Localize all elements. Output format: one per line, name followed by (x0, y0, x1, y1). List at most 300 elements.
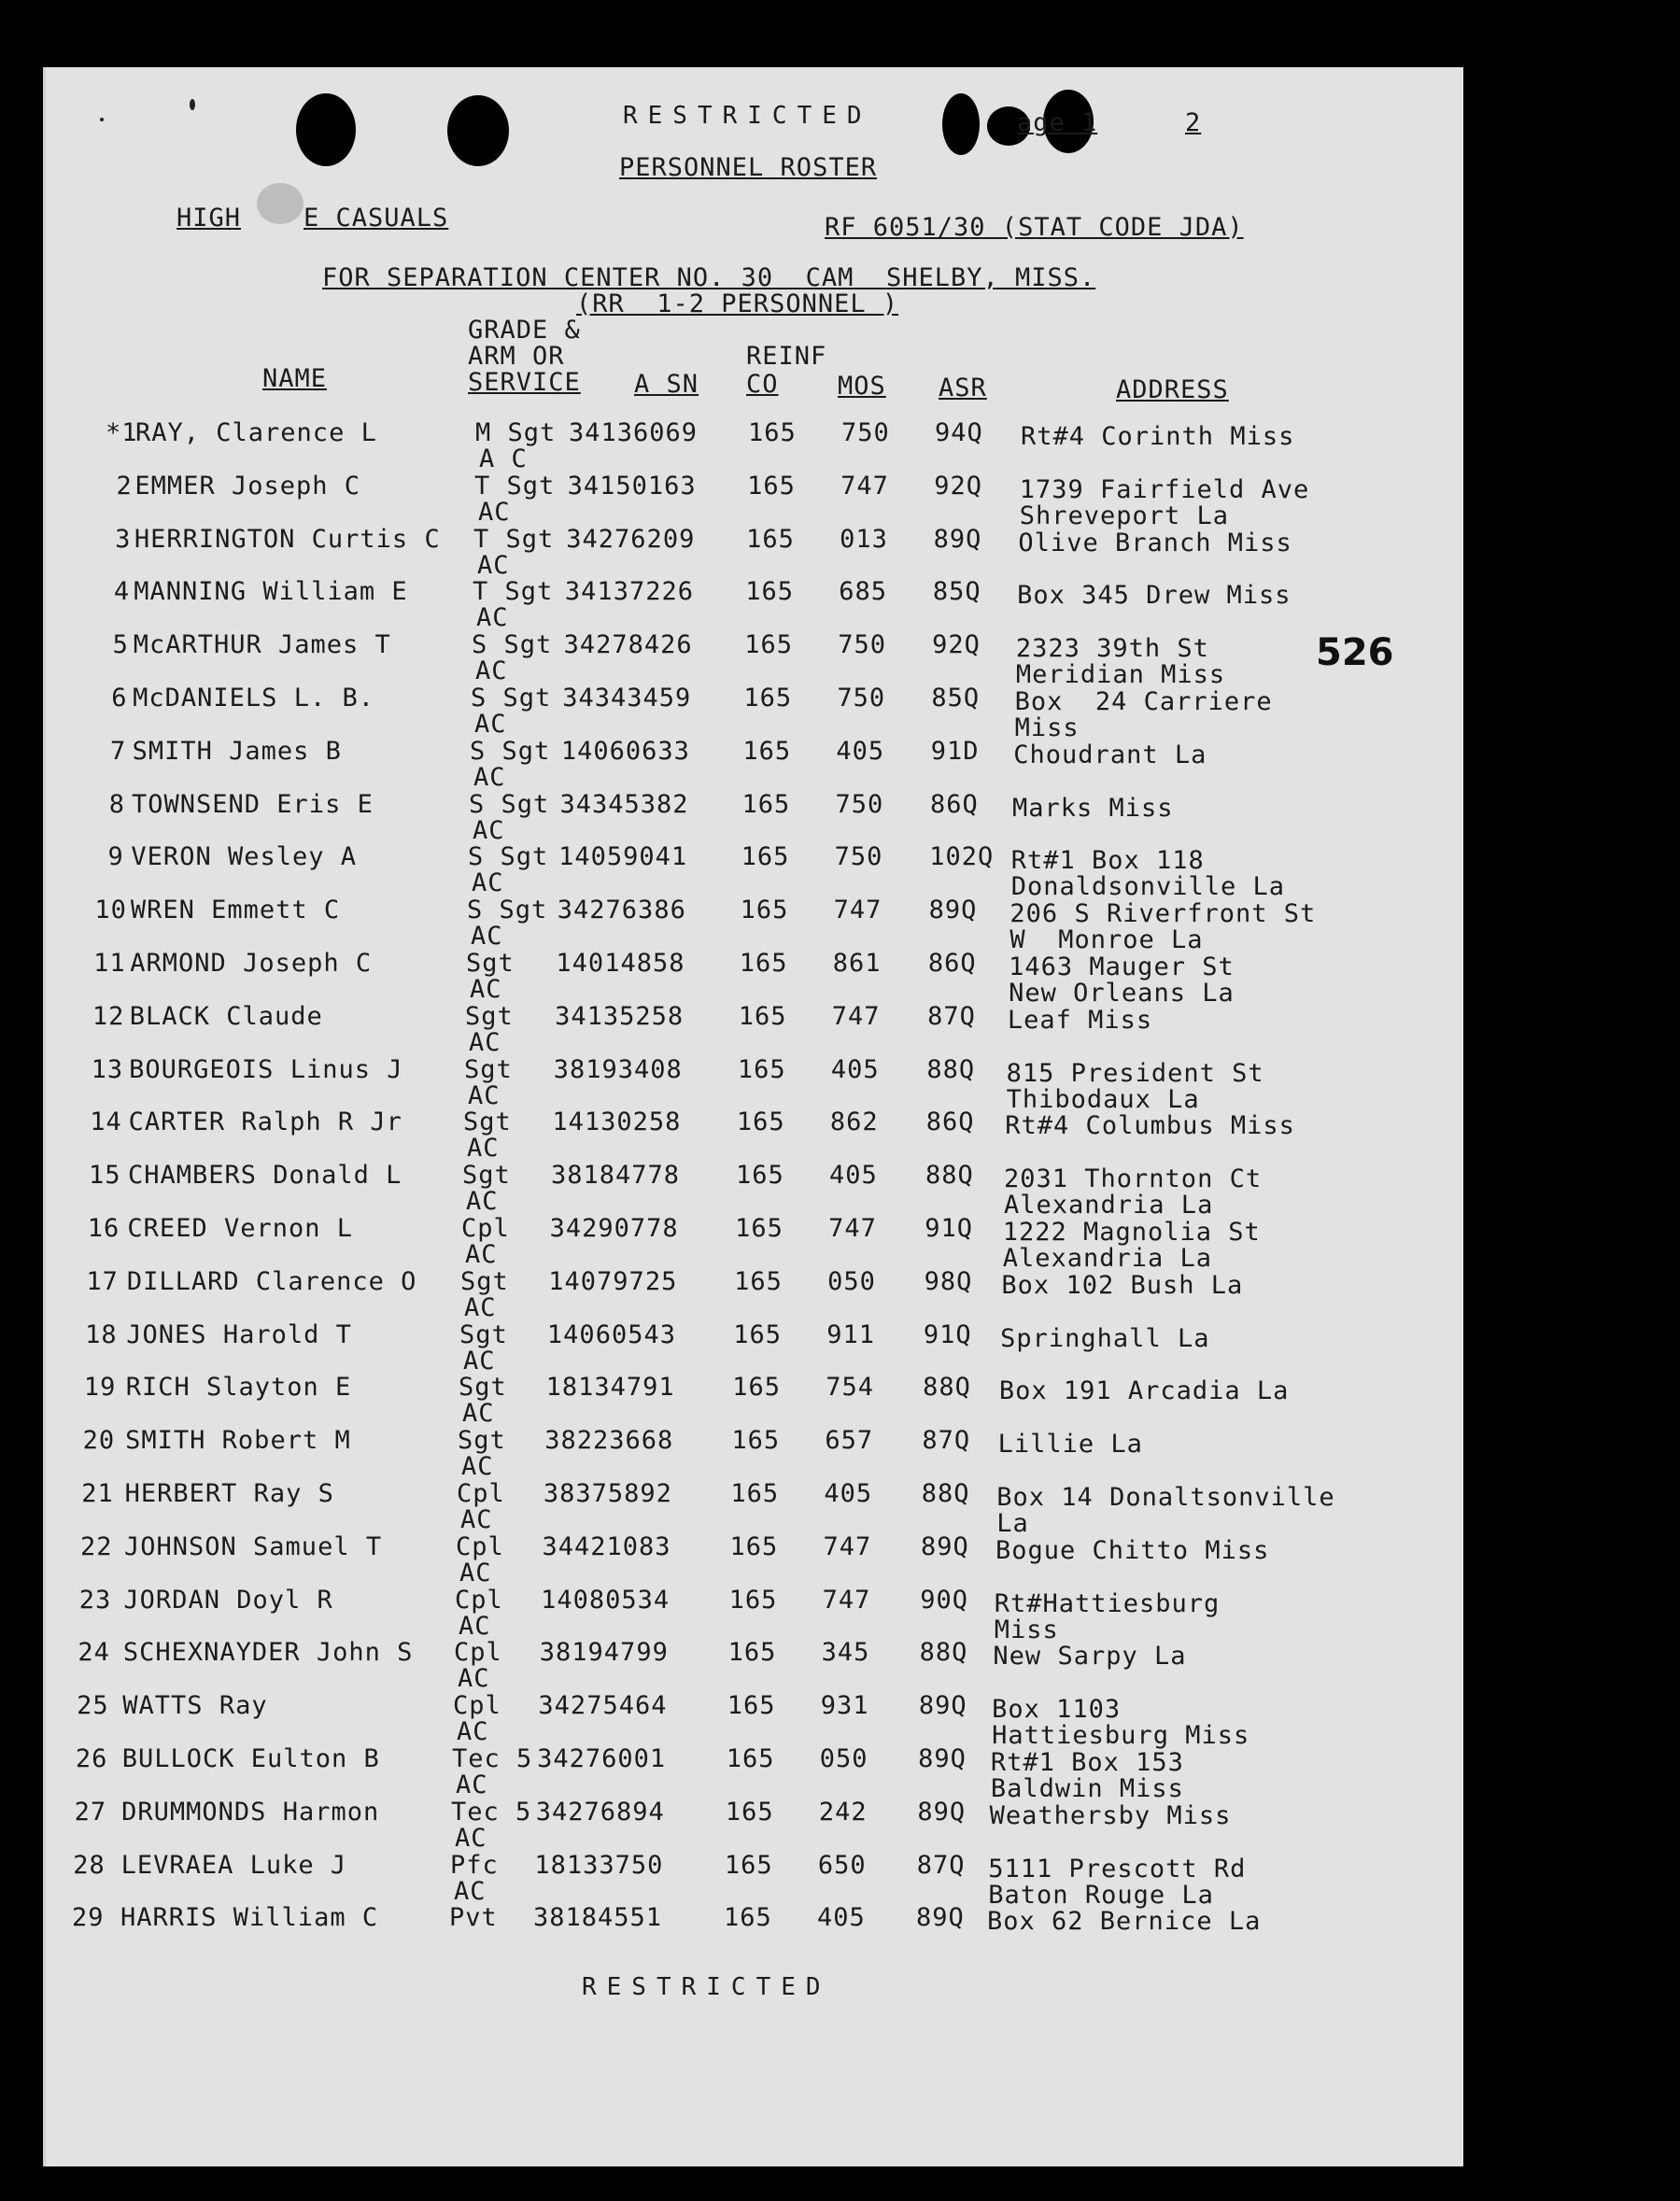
address-line-2: Miss (994, 1615, 1059, 1644)
table-row (46, 737, 1463, 790)
table-row (46, 790, 1463, 843)
army-serial-number: 34150163 (567, 471, 697, 501)
arm-of-service: AC (471, 922, 503, 952)
grade: S Sgt (470, 736, 551, 766)
soldier-name: RAY, Clarence L (135, 418, 377, 447)
row-number: 6 (111, 684, 128, 713)
reinforcement-company: 165 (748, 418, 797, 447)
table-row (46, 1108, 1463, 1164)
army-serial-number: 14060633 (560, 736, 690, 766)
address-line-2: Alexandria La (1004, 1191, 1214, 1220)
address-line-2: Donaldsonville La (1010, 872, 1286, 902)
mos-code: 747 (833, 896, 882, 925)
address-line-1: Rt#1 Box 118 (1010, 846, 1205, 876)
col-grade-line3: SERVICE (468, 368, 581, 397)
asr-score: 89Q (933, 524, 982, 554)
arm-of-service: AC (462, 1399, 495, 1429)
reinforcement-company: 165 (731, 1426, 781, 1456)
asr-score: 91Q (925, 1214, 974, 1243)
address-line-1: Box 102 Bush La (1001, 1270, 1244, 1300)
soldier-name: TOWNSEND Eris E (132, 789, 374, 819)
asr-score: 88Q (926, 1054, 976, 1084)
table-row (46, 1320, 1463, 1374)
asr-score: 87Q (927, 1001, 976, 1031)
reinforcement-company: 165 (747, 471, 796, 501)
reinforcement-company: 165 (728, 1585, 778, 1615)
row-number: 18 (85, 1319, 118, 1349)
row-number: 23 (78, 1585, 112, 1615)
restricted-header: RESTRICTED (623, 102, 872, 130)
soldier-name: SMITH Robert M (125, 1426, 351, 1456)
grade: Sgt (458, 1426, 506, 1456)
grade: Sgt (459, 1319, 508, 1349)
asr-score: 88Q (919, 1638, 968, 1668)
mos-code: 013 (840, 524, 888, 554)
reinforcement-company: 165 (735, 1214, 784, 1243)
rf-code: RF 6051/30 (STAT CODE JDA) (825, 213, 1244, 242)
grade: Cpl (457, 1479, 505, 1508)
grade: M Sgt (475, 418, 557, 447)
asr-score: 89Q (918, 1744, 967, 1773)
asr-score: 102Q (929, 842, 995, 872)
punch-hole-6 (257, 183, 304, 224)
arm-of-service: AC (476, 603, 509, 633)
arm-of-service: AC (456, 1771, 488, 1799)
address-line-1: Olive Branch Miss (1018, 528, 1292, 557)
row-number: 26 (75, 1744, 108, 1773)
address-line-1: Rt#4 Corinth Miss (1021, 422, 1295, 451)
arm-of-service: AC (473, 815, 505, 845)
arm-of-service: AC (459, 1611, 491, 1641)
address-line-1: 1739 Fairfield Ave (1019, 474, 1310, 504)
arm-of-service: AC (470, 975, 502, 1004)
reinforcement-company: 165 (740, 896, 789, 925)
row-number: 12 (92, 1001, 125, 1031)
asr-score: 89Q (918, 1691, 967, 1721)
grade: S Sgt (468, 842, 549, 872)
grade: Pvt (449, 1903, 498, 1933)
table-row (46, 1267, 1463, 1320)
mos-code: 405 (830, 1054, 880, 1084)
reinforcement-company: 165 (726, 1744, 775, 1773)
asr-score: 89Q (921, 1531, 969, 1561)
table-row (46, 1585, 1463, 1644)
col-grade-line2: ARM OR (468, 342, 565, 371)
asr-score: 86Q (925, 1108, 975, 1137)
soldier-name: DILLARD Clarence O (126, 1266, 417, 1296)
arm-of-service: AC (478, 497, 511, 527)
army-serial-number: 34135258 (555, 1001, 685, 1031)
reinforcement-company: 165 (727, 1638, 777, 1668)
grade: T Sgt (474, 471, 556, 501)
table-row (46, 1161, 1463, 1220)
arm-of-service: AC (465, 1240, 498, 1269)
restricted-footer: RESTRICTED (582, 1973, 831, 2001)
roster-page (43, 67, 1463, 2166)
army-serial-number: 14079725 (548, 1266, 678, 1296)
army-serial-number: 38184551 (533, 1903, 663, 1933)
reinforcement-company: 165 (729, 1531, 779, 1561)
address-line-1: Choudrant La (1013, 740, 1207, 769)
address-line-1: Marks Miss (1012, 793, 1174, 823)
table-row (46, 1903, 1463, 1956)
row-number: 22 (80, 1531, 113, 1561)
arm-of-service: AC (473, 762, 506, 792)
address-line-1: Box 62 Bernice La (987, 1907, 1262, 1937)
asr-score: 88Q (921, 1479, 970, 1508)
arm-of-service: AC (475, 656, 508, 686)
asr-score: 85Q (932, 577, 981, 607)
grade: Sgt (462, 1161, 511, 1191)
army-serial-number: 18133750 (534, 1850, 664, 1880)
army-serial-number: 34343459 (562, 684, 692, 713)
row-number: 9 (107, 842, 124, 872)
table-row (46, 525, 1463, 578)
address-line-1: 815 President St (1006, 1058, 1264, 1088)
reinforcement-company: 165 (734, 1266, 783, 1296)
mos-code: 405 (817, 1903, 866, 1933)
army-serial-number: 38194799 (539, 1638, 669, 1668)
grade: Sgt (466, 949, 515, 978)
address-line-1: Box 1103 (992, 1695, 1122, 1725)
row-number: 11 (93, 949, 126, 978)
address-line-2: Baton Rouge La (988, 1880, 1214, 1910)
address-line-1: Rt#1 Box 153 (990, 1748, 1184, 1777)
table-row (46, 1744, 1463, 1803)
reinforcement-company: 165 (724, 1850, 773, 1880)
asr-score: 89Q (916, 1903, 965, 1933)
asr-score: 86Q (927, 949, 977, 978)
mos-code: 754 (826, 1373, 875, 1403)
mos-code: 405 (824, 1479, 873, 1508)
rr-personnel-line: (RR 1-2 PERSONNEL ) (576, 289, 899, 318)
soldier-name: SCHEXNAYDER John S (122, 1638, 414, 1668)
grade: Sgt (464, 1054, 513, 1084)
address-line-1: Bogue Chitto Miss (995, 1535, 1270, 1565)
army-serial-number: 38375892 (543, 1479, 672, 1508)
soldier-name: WATTS Ray (122, 1691, 268, 1721)
asr-score: 87Q (922, 1426, 971, 1456)
mos-code: 345 (821, 1638, 870, 1668)
punch-hole-1 (296, 93, 356, 166)
page-number-suffix: 2 (1185, 108, 1202, 137)
row-number: 28 (73, 1850, 106, 1880)
soldier-name: EMMER Joseph C (134, 471, 360, 501)
asr-score: 94Q (935, 418, 983, 447)
asr-score: 91Q (923, 1319, 972, 1349)
table-row (46, 1638, 1463, 1694)
group-name-right: E CASUALS (304, 204, 449, 233)
col-reinf-line1: REINF (746, 342, 827, 371)
reinforcement-company: 165 (725, 1797, 774, 1827)
soldier-name: VERON Wesley A (131, 842, 357, 872)
soldier-name: CARTER Ralph R Jr (128, 1108, 402, 1137)
asr-score: 91D (930, 736, 980, 766)
grade: Sgt (459, 1373, 507, 1403)
mos-code: 862 (829, 1108, 879, 1137)
table-row (46, 418, 1463, 472)
mos-code: 050 (819, 1744, 868, 1773)
soldier-name: JOHNSON Samuel T (124, 1531, 383, 1561)
arm-of-service: AC (466, 1187, 499, 1217)
row-number: 29 (72, 1903, 105, 1933)
table-row (46, 1002, 1463, 1055)
col-asn: A SN (634, 370, 699, 399)
asr-score: 92Q (934, 471, 983, 501)
reinforcement-company: 165 (736, 1161, 784, 1191)
reinforcement-company: 165 (738, 1001, 787, 1031)
army-serial-number: 34290778 (549, 1214, 679, 1243)
page-stamp-number: 526 (1316, 631, 1394, 674)
address-line-1: Rt#4 Columbus Miss (1005, 1111, 1295, 1141)
table-row (46, 1532, 1463, 1586)
soldier-name: McARTHUR James T (133, 630, 391, 660)
mos-code: 405 (829, 1161, 878, 1191)
army-serial-number: 38184778 (551, 1161, 681, 1191)
army-serial-number: 34275464 (538, 1691, 668, 1721)
row-number: 5 (112, 630, 129, 660)
asr-score: 98Q (924, 1266, 973, 1296)
table-row (46, 896, 1463, 955)
soldier-name: CREED Vernon L (127, 1214, 353, 1243)
soldier-name: CHAMBERS Donald L (128, 1161, 402, 1191)
address-line-1: Springhall La (1000, 1323, 1210, 1353)
asr-score: 92Q (932, 630, 981, 660)
grade: S Sgt (472, 630, 553, 660)
soldier-name: RICH Slayton E (125, 1373, 352, 1403)
reinforcement-company: 165 (724, 1903, 772, 1933)
reinforcement-company: 165 (746, 524, 795, 554)
row-number: 17 (86, 1266, 119, 1296)
row-number: 2 (116, 471, 133, 501)
grade: Sgt (465, 1001, 514, 1031)
arm-of-service: AC (457, 1717, 489, 1747)
grade: Sgt (460, 1266, 509, 1296)
reinforcement-company: 165 (743, 684, 793, 713)
soldier-name: HERRINGTON Curtis C (134, 524, 441, 554)
table-row (46, 1798, 1463, 1851)
mos-code: 747 (840, 471, 889, 501)
address-line-1: Box 345 Drew Miss (1017, 581, 1292, 611)
soldier-name: SMITH James B (132, 736, 342, 766)
asr-score: 88Q (925, 1161, 974, 1191)
address-line-1: 2031 Thornton Ct (1004, 1164, 1263, 1194)
col-mos: MOS (838, 372, 886, 401)
address-line-1: Lillie La (997, 1430, 1143, 1460)
address-line-1: 1463 Mauger St (1009, 952, 1235, 981)
address-line-2: Meridian Miss (1015, 660, 1226, 690)
grade: S Sgt (471, 684, 552, 713)
table-row (46, 1850, 1463, 1910)
address-line-2: Shreveport La (1019, 501, 1230, 530)
army-serial-number: 38223668 (544, 1426, 674, 1456)
asr-score: 88Q (923, 1373, 971, 1403)
group-name-left: HIGH (176, 204, 242, 233)
grade: Cpl (454, 1638, 502, 1668)
soldier-name: DRUMMONDS Harmon (121, 1797, 380, 1827)
row-number: 16 (87, 1214, 120, 1243)
soldier-name: HERBERT Ray S (124, 1479, 334, 1508)
asr-score: 89Q (928, 896, 978, 925)
soldier-name: ARMOND Joseph C (130, 949, 373, 978)
row-number: 19 (83, 1373, 117, 1403)
arm-of-service: AC (454, 1876, 487, 1906)
grade: Cpl (455, 1585, 503, 1615)
row-number: 14 (90, 1108, 122, 1137)
reinforcement-company: 165 (730, 1479, 780, 1508)
soldier-name: BLACK Claude (129, 1001, 323, 1031)
grade: S Sgt (469, 789, 550, 819)
row-number: 15 (89, 1161, 121, 1191)
reinforcement-company: 165 (745, 577, 794, 607)
col-name: NAME (262, 364, 328, 393)
mos-code: 747 (828, 1214, 877, 1243)
grade: Cpl (461, 1214, 510, 1243)
page-number-prefix: age 1 (1017, 108, 1098, 137)
col-asr: ASR (939, 374, 987, 402)
asr-score: 85Q (931, 684, 981, 713)
address-line-2: Thibodaux La (1006, 1084, 1200, 1114)
address-line-1: 5111 Prescott Rd (988, 1854, 1247, 1884)
grade: Pfc (450, 1850, 499, 1880)
grade: Tec 5 (452, 1744, 533, 1773)
grade: S Sgt (467, 896, 548, 925)
table-row (46, 471, 1463, 530)
arm-of-service: AC (458, 1664, 490, 1694)
row-number: *1 (106, 418, 138, 447)
soldier-name: McDANIELS L. B. (133, 684, 374, 713)
row-number: 4 (113, 577, 131, 607)
army-serial-number: 34136069 (569, 418, 699, 447)
mos-code: 685 (839, 577, 887, 607)
army-serial-number: 34276894 (535, 1797, 665, 1827)
mos-code: 750 (837, 684, 886, 713)
punch-hole-3 (942, 93, 980, 155)
soldier-name: BOURGEOIS Linus J (129, 1054, 403, 1084)
reinforcement-company: 165 (744, 630, 794, 660)
arm-of-service: AC (467, 1134, 500, 1164)
row-number: 10 (94, 896, 127, 925)
reinforcement-company: 165 (732, 1373, 782, 1403)
ink-speck (190, 99, 195, 110)
army-serial-number: 34278426 (563, 630, 693, 660)
mos-code: 405 (836, 736, 885, 766)
row-number: 20 (82, 1426, 116, 1456)
table-row (46, 1373, 1463, 1429)
address-line-2: New Orleans La (1009, 979, 1235, 1008)
address-line-1: 206 S Riverfront St (1009, 899, 1317, 929)
col-grade-line1: GRADE & (468, 316, 581, 345)
mos-code: 050 (827, 1266, 876, 1296)
address-line-1: Box 191 Arcadia La (998, 1376, 1290, 1406)
address-line-2: Miss (1014, 713, 1080, 742)
table-row (46, 949, 1463, 1008)
asr-score: 87Q (916, 1850, 966, 1880)
table-row (46, 577, 1463, 633)
arm-of-service: AC (461, 1452, 494, 1482)
arm-of-service: AC (459, 1558, 492, 1587)
address-line-1: Weathersby Miss (989, 1800, 1232, 1830)
reinforcement-company: 165 (736, 1108, 785, 1137)
arm-of-service: AC (463, 1346, 496, 1376)
mos-code: 747 (823, 1531, 872, 1561)
mos-code: 750 (841, 418, 890, 447)
army-serial-number: 14014858 (556, 949, 685, 978)
separation-center-line: FOR SEPARATION CENTER NO. 30 CAM SHELBY, MISS. (322, 263, 1096, 292)
grade: Cpl (456, 1531, 504, 1561)
army-serial-number: 14060543 (546, 1319, 676, 1349)
mos-code: 242 (818, 1797, 868, 1827)
row-number: 27 (74, 1797, 107, 1827)
address-line-2: Hattiesburg Miss (992, 1721, 1250, 1751)
mos-code: 911 (826, 1319, 875, 1349)
reinforcement-company: 165 (727, 1691, 776, 1721)
soldier-name: JORDAN Doyl R (123, 1585, 333, 1615)
reinforcement-company: 165 (737, 1054, 786, 1084)
mos-code: 747 (822, 1585, 871, 1615)
row-number: 21 (81, 1479, 114, 1508)
army-serial-number: 34276386 (557, 896, 686, 925)
grade: Tec 5 (451, 1797, 532, 1827)
arm-of-service: AC (474, 710, 507, 739)
arm-of-service: AC (460, 1505, 493, 1534)
army-serial-number: 34421083 (542, 1531, 671, 1561)
table-row (46, 1691, 1463, 1751)
asr-score: 89Q (917, 1797, 967, 1827)
soldier-name: MANNING William E (134, 577, 408, 607)
arm-of-service: AC (469, 1027, 501, 1057)
grade: Sgt (463, 1108, 512, 1137)
arm-of-service: AC (455, 1823, 487, 1853)
table-row (46, 1214, 1463, 1273)
address-line-1: Leaf Miss (1007, 1005, 1153, 1035)
soldier-name: WREN Emmett C (130, 896, 341, 925)
reinforcement-company: 165 (733, 1319, 782, 1349)
table-row (46, 684, 1463, 742)
row-number: 8 (108, 789, 125, 819)
table-row (46, 1426, 1463, 1482)
mos-code: 861 (832, 949, 882, 978)
col-address: ADDRESS (1116, 375, 1229, 404)
asr-score: 86Q (930, 789, 979, 819)
army-serial-number: 34345382 (559, 789, 689, 819)
army-serial-number: 14059041 (558, 842, 688, 872)
address-line-1: Box 14 Donaltsonville (996, 1483, 1335, 1512)
soldier-name: HARRIS William C (120, 1903, 379, 1933)
punch-hole-2 (447, 95, 509, 166)
soldier-name: LEVRAEA Luke J (120, 1850, 347, 1880)
ink-speck (100, 118, 104, 121)
table-row (46, 1479, 1463, 1538)
table-row (46, 630, 1463, 690)
address-line-1: Box 24 Carriere (1014, 687, 1273, 716)
arm-of-service: A C (479, 444, 528, 473)
army-serial-number: 34137226 (564, 577, 694, 607)
row-number: 3 (115, 524, 132, 554)
soldier-name: JONES Harold T (126, 1319, 352, 1349)
army-serial-number: 14130258 (552, 1108, 682, 1137)
mos-code: 750 (835, 789, 884, 819)
army-serial-number: 18134791 (545, 1373, 675, 1403)
arm-of-service: AC (472, 868, 504, 898)
grade: T Sgt (473, 577, 554, 607)
mos-code: 750 (834, 842, 883, 872)
row-number: 24 (78, 1638, 110, 1668)
asr-score: 90Q (920, 1585, 969, 1615)
table-row (46, 842, 1463, 902)
arm-of-service: AC (477, 550, 510, 580)
address-line-2: Baldwin Miss (990, 1774, 1184, 1803)
